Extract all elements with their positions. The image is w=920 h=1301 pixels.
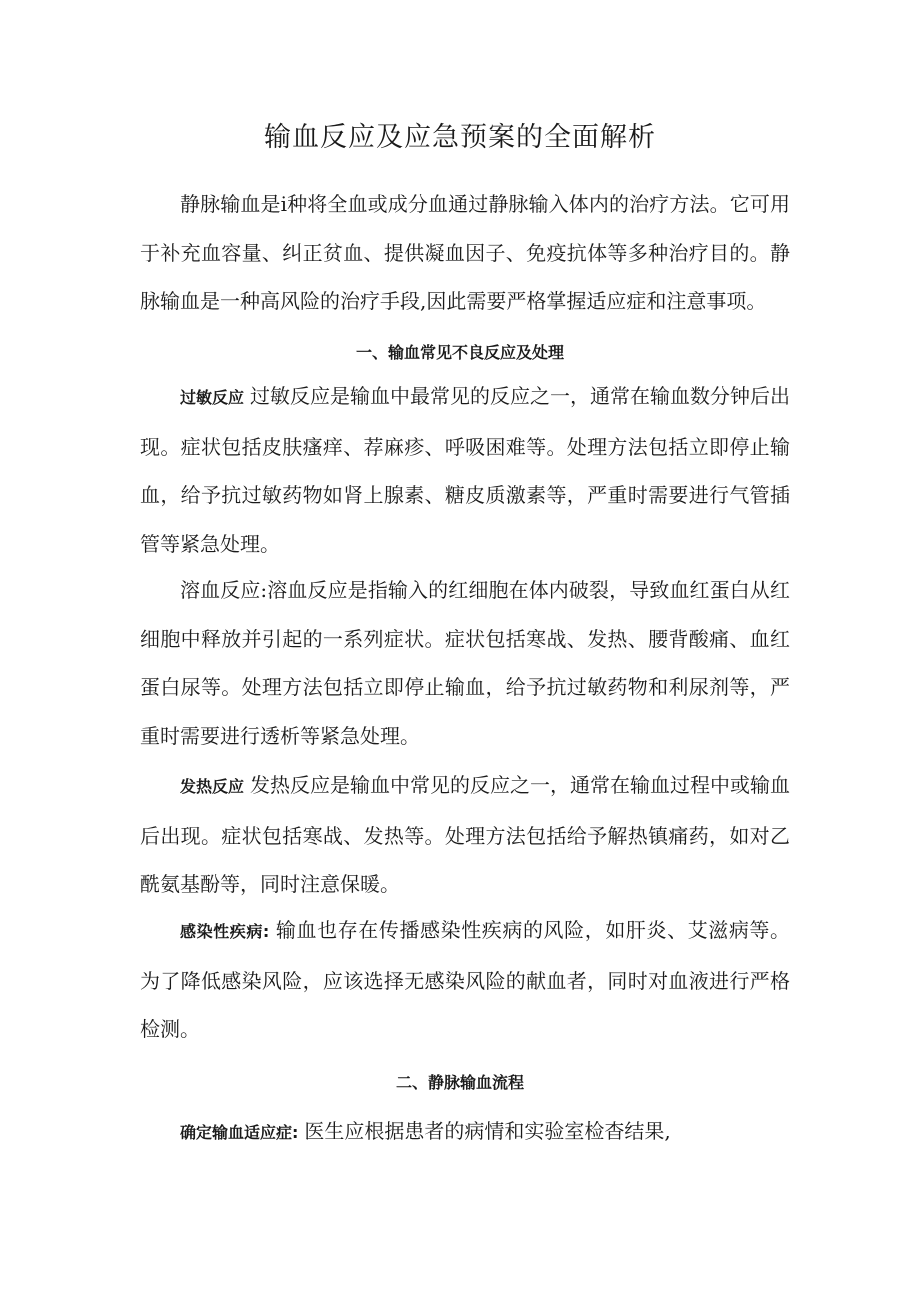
- section2-heading: 二、静脉输血流程: [395, 1073, 524, 1092]
- febrile-reaction-paragraph: [140, 761, 790, 909]
- infection-risk-text: 输血也存在传播感染性疾病的风险，如肝炎、艾滋病等。为了降低感染风险，应该选择无感染风险的献血者，同时对血液进行严格检测。: [140, 918, 791, 1041]
- document-title: 输血反应及应急预案的全面解析: [264, 122, 656, 153]
- allergic-reaction-paragraph: [140, 372, 790, 568]
- intro-paragraph: 静脉输血是i种将全血或成分血通过静脉输入体内的治疗方法。它可用于补充血容量、纠正贫血、提供凝血因子、免疫抗体等多种治疗目的。静脉输血是一种高风险的治疗手段,因此需要严格掌握适应症和注意事项。: [140, 192, 790, 313]
- febrile-reaction-label: 发热反应: [180, 777, 245, 796]
- indication-text: 医生应根据患者的病情和实验室检杳结果,: [304, 1119, 671, 1143]
- allergic-reaction-text: 过敏反应是输血中最常见的反应之一，通常在输血数分钟后出现。症状包括皮肤瘙痒、荐麻疹、呼吸困难等。处理方法包括立即停止输血，给予抗过敏药物如肾上腺素、糖皮质激素等，严重时需要进行气管插管等紧急处理。: [140, 384, 791, 556]
- section1-heading: 一、输血常见不良反应及处理: [355, 343, 564, 362]
- infection-risk-label: 感染性疾病:: [180, 922, 270, 941]
- indication-paragraph: [140, 1107, 790, 1158]
- indication-label: 确定输血适应症:: [180, 1123, 299, 1142]
- hemolytic-reaction-text: 溶血反应是指输入的红细胞在体内破裂，导致血红蛋白从红细胞中释放并引起的一系列症状。症状包括寒战、发热、腰背酸痛、血红蛋白尿等。处理方法包括立即停止输血，给予抗过敏药物和利尿剂等，严重时需要进行透析等紧急处理。: [140, 578, 790, 748]
- infection-risk-paragraph: [140, 906, 790, 1054]
- allergic-reaction-label: 过敏反应: [180, 388, 245, 407]
- febrile-reaction-text: 发热反应是输血中常见的反应之一，通常在输血过程中或输血后出现。症状包括寒战、发热等。处理方法包括给予解热镇痛药，如对乙酰氨基酚等，同时注意保暖。: [140, 773, 791, 896]
- hemolytic-reaction-label: 溶血反应:: [180, 578, 268, 602]
- hemolytic-reaction-paragraph: [140, 566, 790, 760]
